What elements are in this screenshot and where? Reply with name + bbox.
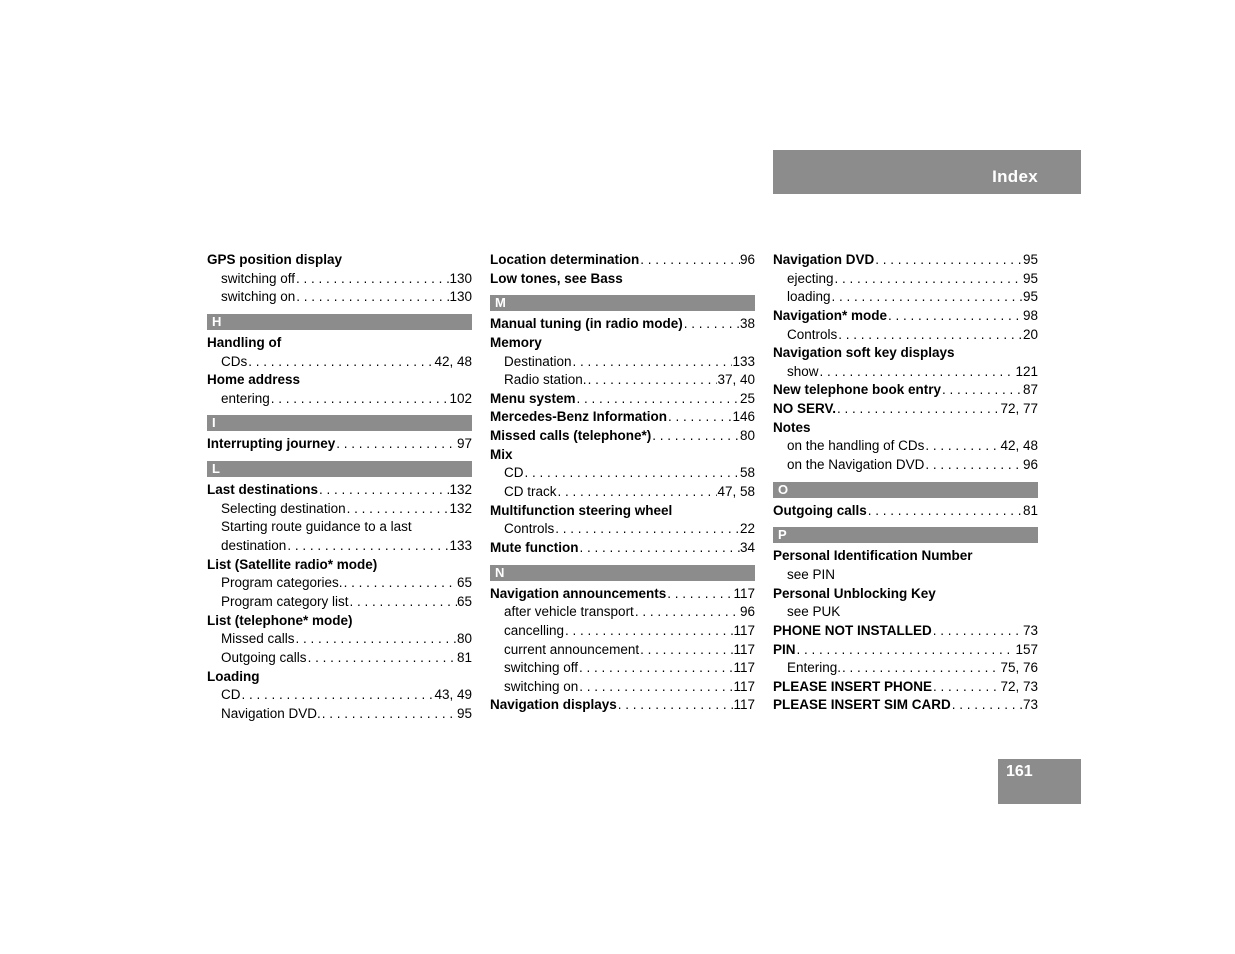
page-reference: 96 — [1022, 457, 1038, 473]
page-reference: 102 — [449, 390, 472, 406]
dot-leader — [307, 649, 457, 668]
index-subentry — [490, 622, 755, 641]
entry-text: show — [787, 363, 819, 379]
index-subentry — [490, 371, 755, 390]
section-letter-header: N — [490, 565, 755, 581]
index-subentry — [207, 686, 472, 705]
page-reference: 130 — [449, 270, 472, 286]
page-reference: 75, 76 — [1000, 660, 1038, 676]
index-subentry — [207, 353, 472, 372]
index-subentry — [490, 520, 755, 539]
index-subentry — [490, 603, 755, 622]
page-reference: 81 — [1022, 502, 1038, 518]
entry-text: Entering. — [787, 660, 842, 676]
page-reference: 72, 77 — [1000, 401, 1038, 417]
index-entry — [773, 585, 1038, 604]
page-number-tab — [998, 759, 1081, 804]
index-entry — [490, 427, 755, 446]
entry-text: on the Navigation DVD — [787, 457, 925, 473]
page-reference: 121 — [1015, 363, 1038, 379]
entry-text: Mute function — [490, 539, 579, 555]
entry-text: Destination — [504, 353, 572, 369]
dot-leader — [564, 622, 733, 641]
page-reference: 81 — [456, 649, 472, 665]
index-subentry — [207, 574, 472, 593]
index-entry — [490, 315, 755, 334]
index-subentry — [207, 705, 472, 724]
index-entry — [207, 334, 472, 353]
entry-text: Notes — [773, 419, 811, 435]
index-entry — [207, 612, 472, 631]
entry-text: ejecting — [787, 270, 834, 286]
page-number: 161 — [1006, 763, 1033, 780]
entry-text: Starting route guidance to a last — [221, 519, 412, 535]
dot-leader — [951, 696, 1023, 715]
index-subentry — [207, 270, 472, 289]
index-entry — [773, 419, 1038, 438]
index-subentry — [207, 288, 472, 307]
entry-text: switching off — [221, 270, 296, 286]
dot-leader — [867, 502, 1023, 521]
entry-text: PHONE NOT INSTALLED — [773, 622, 932, 638]
index-subentry — [490, 353, 755, 372]
entry-text: Navigation DVD. — [221, 705, 321, 721]
entry-text: Last destinations — [207, 482, 319, 498]
index-column-1 — [207, 251, 472, 723]
entry-text: Loading — [207, 668, 260, 684]
entry-text: Controls — [787, 326, 838, 342]
entry-text: Navigation* mode — [773, 307, 888, 323]
index-entry — [773, 251, 1038, 270]
entry-text: Mix — [490, 446, 513, 462]
page-reference: 132 — [449, 482, 472, 498]
entry-text: entering — [221, 390, 270, 406]
entry-text: Memory — [490, 334, 542, 350]
section-title: Index — [992, 167, 1038, 186]
dot-leader — [335, 435, 457, 454]
section-letter-header: H — [207, 314, 472, 330]
dot-leader — [343, 574, 457, 593]
entry-text: cancelling — [504, 622, 565, 638]
entry-text: Mercedes-Benz Information — [490, 409, 668, 425]
entry-text: Outgoing calls — [773, 502, 867, 518]
dot-leader — [578, 659, 733, 678]
index-column-3 — [773, 251, 1038, 715]
entry-text: Navigation soft key displays — [773, 345, 955, 361]
index-entry — [490, 502, 755, 521]
dot-leader — [295, 288, 449, 307]
index-subentry — [207, 649, 472, 668]
dot-leader — [837, 326, 1023, 345]
index-subentry — [773, 659, 1038, 678]
dot-leader — [286, 537, 449, 556]
index-column-2 — [490, 251, 755, 715]
entry-text: List (Satellite radio* mode) — [207, 556, 378, 572]
dot-leader — [557, 483, 718, 502]
entry-text: destination — [221, 538, 287, 554]
dot-leader — [572, 353, 733, 372]
entry-text: Controls — [504, 521, 555, 537]
index-subentry — [773, 326, 1038, 345]
entry-text: see PIN — [787, 566, 836, 582]
index-entry — [207, 668, 472, 687]
index-subentry — [773, 437, 1038, 456]
entry-text: Interrupting journey — [207, 436, 336, 452]
page-reference: 117 — [733, 585, 755, 601]
page-reference: 95 — [1022, 270, 1038, 286]
dot-leader — [941, 381, 1023, 400]
dot-leader — [578, 539, 739, 558]
entry-text: CD — [221, 687, 241, 703]
index-entry — [773, 547, 1038, 566]
page-reference: 117 — [733, 660, 755, 676]
index-entry — [773, 622, 1038, 641]
section-letter-header: M — [490, 295, 755, 311]
dot-leader — [932, 678, 1000, 697]
entry-text: Missed calls — [221, 631, 295, 647]
dot-leader — [651, 427, 740, 446]
dot-leader — [270, 390, 450, 409]
page-reference: 25 — [739, 390, 755, 406]
index-entry — [207, 371, 472, 390]
index-subentry — [773, 270, 1038, 289]
page-reference: 43, 49 — [434, 687, 472, 703]
page-reference: 47, 58 — [717, 484, 755, 500]
index-entry — [773, 641, 1038, 660]
index-subentry — [773, 456, 1038, 475]
dot-leader — [834, 270, 1023, 289]
entry-text: switching on — [221, 289, 296, 305]
dot-leader — [841, 659, 1000, 678]
index-entry — [773, 502, 1038, 521]
section-letter-header: I — [207, 415, 472, 431]
index-subentry — [490, 464, 755, 483]
dot-leader — [576, 390, 740, 409]
entry-text: CD — [504, 465, 524, 481]
entry-text: on the handling of CDs — [787, 438, 925, 454]
page-reference: 95 — [1022, 289, 1038, 305]
page-reference: 98 — [1022, 307, 1038, 323]
dot-leader — [887, 307, 1023, 326]
entry-text: see PUK — [787, 604, 841, 620]
dot-leader — [639, 641, 733, 660]
index-entry — [490, 446, 755, 465]
dot-leader — [666, 585, 733, 604]
index-subentry — [490, 678, 755, 697]
entry-text: PIN — [773, 641, 796, 657]
entry-text: Location determination — [490, 252, 640, 267]
entry-text: Handling of — [207, 334, 282, 350]
page-reference: 157 — [1015, 641, 1038, 657]
index-subentry — [207, 537, 472, 556]
page-reference: 20 — [1022, 326, 1038, 342]
entry-text: Personal Identification Number — [773, 548, 973, 564]
page-reference: 132 — [449, 500, 472, 516]
entry-text: Navigation announcements — [490, 585, 667, 601]
page-reference: 38 — [739, 316, 755, 332]
index-subentry — [490, 659, 755, 678]
dot-leader — [831, 288, 1023, 307]
dot-leader — [346, 500, 450, 519]
entry-text: Program categories. — [221, 575, 343, 591]
dot-leader — [634, 603, 740, 622]
entry-text: Radio station. — [504, 372, 587, 388]
dot-leader — [578, 678, 733, 697]
entry-text: Navigation DVD — [773, 252, 875, 267]
dot-leader — [924, 456, 1023, 475]
index-entry — [490, 334, 755, 353]
index-subentry — [773, 566, 1038, 585]
section-letter-header: L — [207, 461, 472, 477]
dot-leader — [241, 686, 435, 705]
dot-leader — [349, 593, 457, 612]
page-reference: 42, 48 — [1000, 438, 1038, 454]
dot-leader — [318, 481, 449, 500]
dot-leader — [683, 315, 740, 334]
entry-text: Personal Unblocking Key — [773, 585, 936, 601]
page-reference: 117 — [733, 641, 755, 657]
dot-leader — [639, 251, 740, 270]
entry-text: Program category list — [221, 593, 349, 609]
entry-text: after vehicle transport — [504, 604, 634, 620]
page-reference: 133 — [449, 538, 472, 554]
page-reference: 58 — [739, 465, 755, 481]
index-entry — [207, 435, 472, 454]
entry-text: Multifunction steering wheel — [490, 502, 673, 518]
entry-text: New telephone book entry — [773, 382, 942, 398]
page-reference: 117 — [733, 678, 755, 694]
page-reference: 146 — [732, 409, 755, 425]
dot-leader — [295, 270, 449, 289]
dot-leader — [321, 705, 457, 724]
page-reference: 73 — [1022, 622, 1038, 638]
index-entry — [773, 381, 1038, 400]
entry-text: Missed calls (telephone*) — [490, 428, 652, 444]
entry-text: loading — [787, 289, 831, 305]
page-reference: 80 — [456, 631, 472, 647]
page-reference: 37, 40 — [717, 372, 755, 388]
section-letter-header: O — [773, 482, 1038, 498]
page-reference: 95 — [456, 705, 472, 721]
page-reference: 80 — [739, 428, 755, 444]
index-entry — [490, 251, 755, 270]
index-subentry — [490, 641, 755, 660]
dot-leader — [874, 251, 1023, 270]
index-entry — [490, 390, 755, 409]
page-reference: 73 — [1022, 697, 1038, 713]
entry-text: Menu system — [490, 390, 576, 406]
index-entry — [207, 556, 472, 575]
index-entry — [490, 270, 755, 289]
entry-text: Navigation displays — [490, 697, 617, 713]
dot-leader — [924, 437, 1000, 456]
entry-text: switching off — [504, 660, 579, 676]
entry-text: NO SERV. — [773, 401, 837, 417]
entry-text: Outgoing calls — [221, 649, 307, 665]
index-entry — [773, 696, 1038, 715]
entry-text: Manual tuning (in radio mode) — [490, 316, 683, 332]
entry-text: GPS position display — [207, 252, 343, 267]
page-reference: 117 — [733, 622, 755, 638]
dot-leader — [836, 400, 1000, 419]
entry-text: List (telephone* mode) — [207, 612, 353, 628]
dot-leader — [295, 630, 457, 649]
dot-leader — [796, 641, 1016, 660]
index-entry — [207, 481, 472, 500]
section-header-tab — [773, 150, 1081, 194]
entry-text: Low tones, see Bass — [490, 270, 623, 286]
index-subentry — [207, 630, 472, 649]
page-reference: 95 — [1022, 252, 1038, 267]
entry-text: current announcement — [504, 641, 640, 657]
entry-text: CDs — [221, 353, 248, 369]
entry-text: Home address — [207, 372, 301, 388]
entry-text: PLEASE INSERT PHONE — [773, 678, 933, 694]
entry-text: Selecting destination — [221, 500, 346, 516]
index-subentry — [207, 593, 472, 612]
page-reference: 22 — [739, 521, 755, 537]
index-entry — [207, 251, 472, 270]
page-reference: 34 — [739, 539, 755, 555]
index-entry — [490, 696, 755, 715]
index-entry — [490, 408, 755, 427]
entry-text: PLEASE INSERT SIM CARD — [773, 697, 951, 713]
dot-leader — [587, 371, 718, 390]
index-entry — [773, 307, 1038, 326]
dot-leader — [524, 464, 740, 483]
page-reference: 72, 73 — [1000, 678, 1038, 694]
dot-leader — [554, 520, 740, 539]
page-reference: 42, 48 — [434, 353, 472, 369]
index-subentry — [773, 603, 1038, 622]
page-reference: 87 — [1022, 382, 1038, 398]
index-subentry — [773, 288, 1038, 307]
dot-leader — [819, 363, 1016, 382]
dot-leader — [247, 353, 434, 372]
page-reference: 96 — [739, 252, 755, 267]
page-reference: 65 — [456, 575, 472, 591]
page-reference: 97 — [456, 436, 472, 452]
page-reference: 96 — [739, 604, 755, 620]
page-reference: 133 — [732, 353, 755, 369]
dot-leader — [932, 622, 1023, 641]
entry-text: switching on — [504, 678, 579, 694]
index-subentry — [207, 390, 472, 409]
index-subentry — [490, 483, 755, 502]
dot-leader — [617, 696, 734, 715]
page-reference: 65 — [456, 593, 472, 609]
index-entry — [490, 585, 755, 604]
index-entry — [490, 539, 755, 558]
index-subentry — [773, 363, 1038, 382]
section-letter-header: P — [773, 527, 1038, 543]
index-subentry — [207, 500, 472, 519]
page-reference: 117 — [733, 697, 755, 713]
index-entry — [773, 400, 1038, 419]
index-entry — [773, 344, 1038, 363]
index-subentry — [207, 518, 472, 537]
dot-leader — [667, 408, 732, 427]
entry-text: CD track — [504, 484, 557, 500]
index-entry — [773, 678, 1038, 697]
page-reference: 130 — [449, 289, 472, 305]
